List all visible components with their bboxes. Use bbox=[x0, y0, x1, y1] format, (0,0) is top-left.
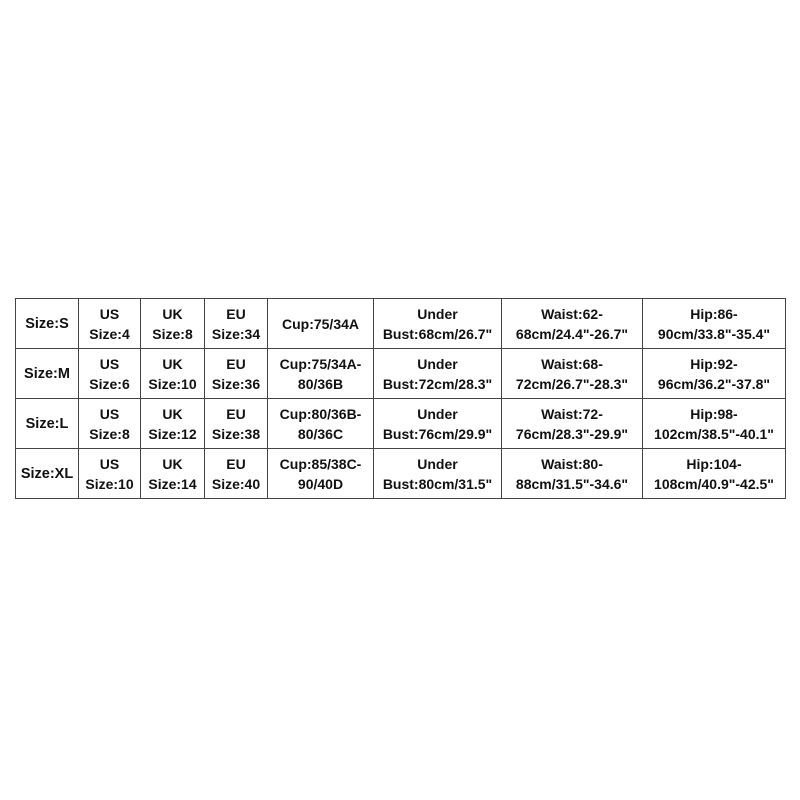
cup-cell: Cup:75/34A bbox=[268, 299, 374, 349]
size-label-cell: Size:XL bbox=[16, 449, 79, 499]
hip-cell: Hip:98- 102cm/38.5"-40.1" bbox=[643, 399, 786, 449]
uk-size-cell: UK Size:10 bbox=[141, 349, 205, 399]
us-size-cell: US Size:8 bbox=[79, 399, 141, 449]
us-size-cell: US Size:6 bbox=[79, 349, 141, 399]
table-row bbox=[16, 449, 786, 499]
table-row bbox=[16, 349, 786, 399]
size-label-cell: Size:S bbox=[16, 299, 79, 349]
underbust-cell: Under Bust:72cm/28.3" bbox=[374, 349, 502, 399]
underbust-cell: Under Bust:76cm/29.9" bbox=[374, 399, 502, 449]
hip-cell: Hip:92- 96cm/36.2"-37.8" bbox=[643, 349, 786, 399]
eu-size-cell: EU Size:36 bbox=[205, 349, 268, 399]
waist-cell: Waist:72- 76cm/28.3"-29.9" bbox=[502, 399, 643, 449]
cup-cell: Cup:80/36B- 80/36C bbox=[268, 399, 374, 449]
size-label-cell: Size:M bbox=[16, 349, 79, 399]
eu-size-cell: EU Size:40 bbox=[205, 449, 268, 499]
eu-size-cell: EU Size:34 bbox=[205, 299, 268, 349]
table-row bbox=[16, 299, 786, 349]
cup-cell: Cup:75/34A- 80/36B bbox=[268, 349, 374, 399]
hip-cell: Hip:86- 90cm/33.8"-35.4" bbox=[643, 299, 786, 349]
us-size-cell: US Size:4 bbox=[79, 299, 141, 349]
eu-size-cell: EU Size:38 bbox=[205, 399, 268, 449]
us-size-cell: US Size:10 bbox=[79, 449, 141, 499]
hip-cell: Hip:104- 108cm/40.9"-42.5" bbox=[643, 449, 786, 499]
table-row bbox=[16, 399, 786, 449]
underbust-cell: Under Bust:68cm/26.7" bbox=[374, 299, 502, 349]
uk-size-cell: UK Size:14 bbox=[141, 449, 205, 499]
size-label-cell: Size:L bbox=[16, 399, 79, 449]
uk-size-cell: UK Size:8 bbox=[141, 299, 205, 349]
uk-size-cell: UK Size:12 bbox=[141, 399, 205, 449]
waist-cell: Waist:68- 72cm/26.7"-28.3" bbox=[502, 349, 643, 399]
underbust-cell: Under Bust:80cm/31.5" bbox=[374, 449, 502, 499]
size-chart-table bbox=[15, 298, 786, 499]
cup-cell: Cup:85/38C- 90/40D bbox=[268, 449, 374, 499]
waist-cell: Waist:62- 68cm/24.4"-26.7" bbox=[502, 299, 643, 349]
waist-cell: Waist:80- 88cm/31.5"-34.6" bbox=[502, 449, 643, 499]
